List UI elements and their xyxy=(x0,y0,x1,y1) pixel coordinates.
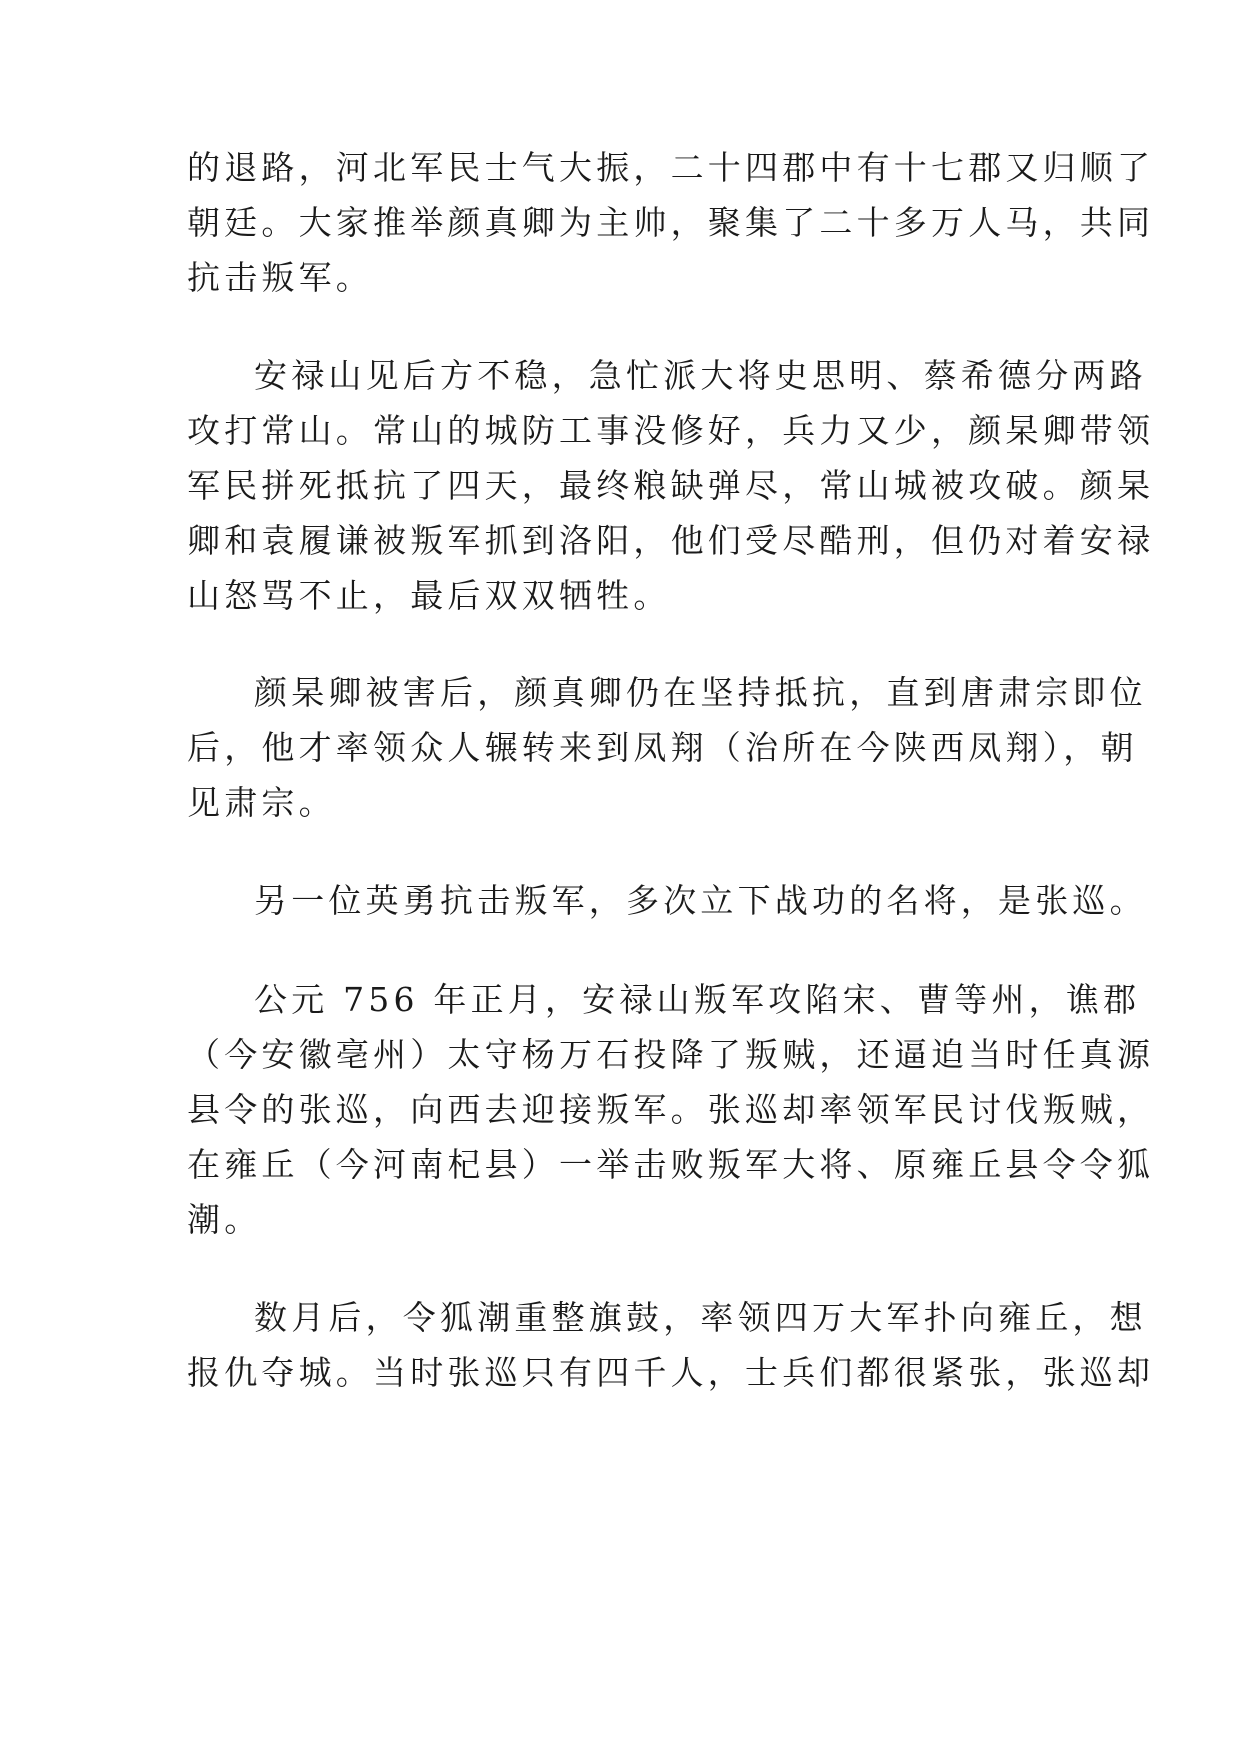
text-line: 潮。 xyxy=(187,1200,262,1239)
text-line: 后，他才率领众人辗转来到凤翔（治所在今陕西凤翔），朝 xyxy=(187,728,1138,767)
paragraph-first-line: 另一位英勇抗击叛军，多次立下战功的名将，是张巡。 xyxy=(254,881,1147,920)
text-line: 在雍丘（今河南杞县）一举击败叛军大将、原雍丘县令令狐 xyxy=(187,1145,1155,1184)
text-line: 攻打常山。常山的城防工事没修好，兵力又少，颜杲卿带领 xyxy=(187,411,1155,450)
text-line: 朝廷。大家推举颜真卿为主帅，聚集了二十多万人马，共同 xyxy=(187,203,1155,242)
text-line: （今安徽亳州）太守杨万石投降了叛贼，还逼迫当时任真源 xyxy=(187,1035,1155,1074)
paragraph-first-line: 数月后，令狐潮重整旗鼓，率领四万大军扑向雍丘，想 xyxy=(254,1298,1147,1337)
paragraph-first-line: 公元 756 年正月，安禄山叛军攻陷宋、曹等州，谯郡 xyxy=(254,980,1141,1019)
text-line: 卿和袁履谦被叛军抓到洛阳，他们受尽酷刑，但仍对着安禄 xyxy=(187,521,1155,560)
text-line: 山怒骂不止，最后双双牺牲。 xyxy=(187,576,671,615)
paragraph-first-line: 颜杲卿被害后，颜真卿仍在坚持抵抗，直到唐肃宗即位 xyxy=(254,673,1147,712)
text-line: 见肃宗。 xyxy=(187,783,336,822)
text-line: 的退路，河北军民士气大振，二十四郡中有十七郡又归顺了 xyxy=(187,148,1155,187)
text-line: 军民拼死抵抗了四天，最终粮缺弹尽，常山城被攻破。颜杲 xyxy=(187,466,1155,505)
paragraph-first-line: 安禄山见后方不稳，急忙派大将史思明、蔡希德分两路 xyxy=(254,356,1147,395)
text-line: 抗击叛军。 xyxy=(187,258,373,297)
text-line: 报仇夺城。当时张巡只有四千人，士兵们都很紧张，张巡却 xyxy=(187,1353,1155,1392)
text-line: 县令的张巡，向西去迎接叛军。张巡却率领军民讨伐叛贼， xyxy=(187,1090,1155,1129)
